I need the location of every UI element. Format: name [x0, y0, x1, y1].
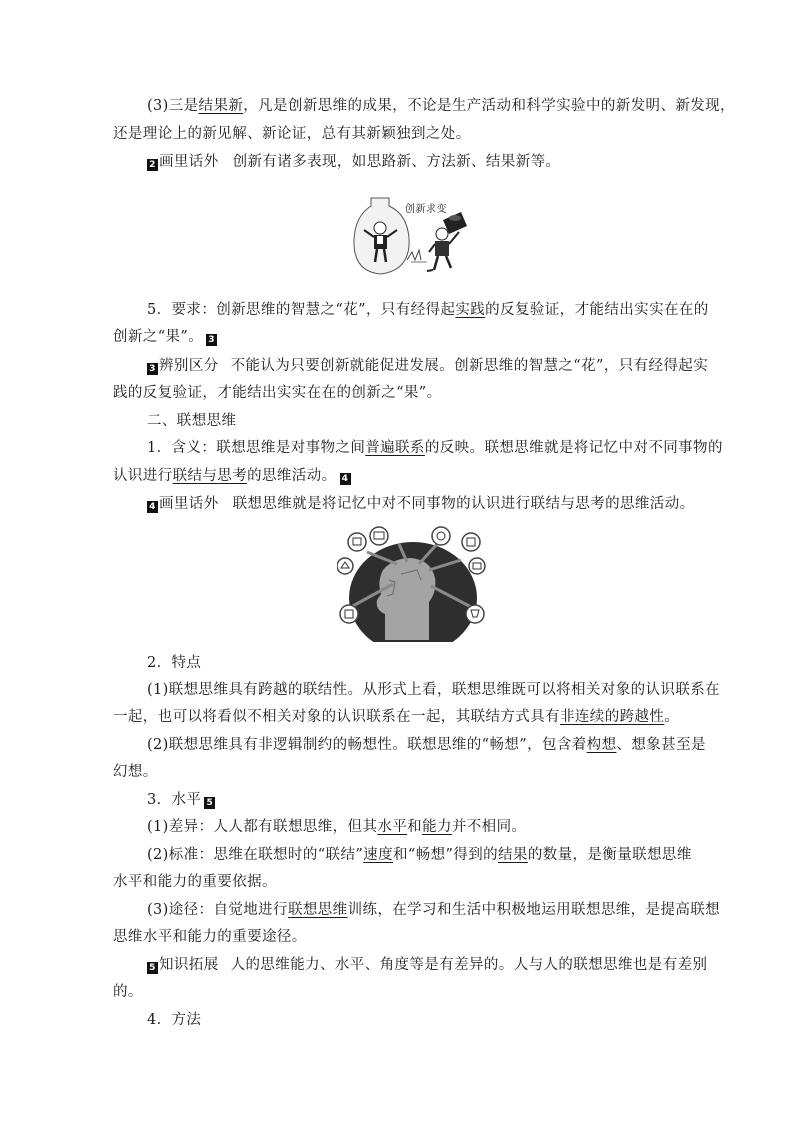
text: 认识进行 — [113, 468, 173, 484]
note-label: 知识拓展 — [159, 957, 219, 973]
section-title: 二、联想思维 — [147, 413, 237, 429]
text: 。 — [664, 709, 680, 725]
underlined-keyword: 水平 — [377, 819, 408, 835]
underlined-keyword: 结果 — [498, 847, 528, 863]
innovation-cartoon-figure — [349, 190, 484, 280]
method-title: 4．方法 — [147, 1012, 202, 1028]
feature-2-line2: 幻想。 — [113, 764, 158, 780]
text: 一起，也可以将看似不相关对象的认识联系在一起，其联结方式具有 — [113, 709, 560, 725]
text: 的思维活动。 — [247, 468, 337, 484]
note-picture-4 — [147, 494, 695, 514]
underlined-keyword: 联想思维 — [287, 902, 348, 918]
text: 和 — [407, 819, 423, 835]
definition-line2 — [113, 466, 351, 486]
text: (3)三是 — [147, 98, 199, 114]
underlined-keyword: 非连续的跨越性 — [560, 709, 665, 725]
feature-1-line1: (1)联想思维具有跨越的联结性。从形式上看，联想思维既可以将相关对象的认识联系在 — [147, 682, 721, 698]
underlined-keyword: 联结与思考 — [172, 468, 248, 484]
note-label: 画里话外 — [159, 154, 219, 170]
paragraph-result-new-line2: 还是理论上的新见解、新论证，总有其新颖独到之处。 — [113, 126, 471, 142]
definition-line1 — [147, 438, 723, 458]
note-marker-4: 4 — [340, 473, 351, 485]
text: 创新之“果”。 — [113, 329, 204, 345]
text: (3)途径：自觉地进行 — [147, 902, 288, 918]
feature-2-line1 — [147, 735, 706, 755]
note-marker-2: 2 — [147, 159, 158, 171]
text: 的反复验证，才能结出实实在在的 — [485, 302, 709, 318]
features-title: 2．特点 — [147, 655, 202, 671]
feature-1-line2 — [113, 707, 679, 727]
underlined-keyword: 能力 — [422, 819, 452, 835]
underlined-keyword: 速度 — [363, 847, 393, 863]
requirement-line1 — [147, 300, 709, 320]
paragraph-result-new-line1 — [147, 96, 735, 116]
text: 5．要求：创新思维的智慧之“花”，只有经得起 — [147, 302, 456, 318]
note-picture-2 — [147, 152, 560, 172]
note-marker-5: 5 — [204, 797, 215, 809]
note-text: 不能认为只要创新就能促进发展。创新思维的智慧之“花”，只有经得起实 — [230, 358, 709, 374]
text: 的数量，是衡量联想思维 — [527, 847, 692, 863]
associative-thinking-figure — [337, 522, 488, 642]
note-extension-line2: 的。 — [113, 984, 143, 1000]
note-marker-4: 4 — [147, 501, 158, 513]
text: 的反映。联想思维就是将记忆中对不同事物的 — [424, 440, 723, 456]
text: (2)标准：思维在联想时的“联结” — [147, 847, 364, 863]
figure-caption: 创新求变 — [405, 204, 447, 215]
note-label: 画里话外 — [159, 496, 219, 512]
level-difference — [147, 817, 526, 837]
level-approach-line1 — [147, 900, 720, 920]
note-distinguish-line2: 践的反复验证，才能结出实实在在的创新之“果”。 — [113, 385, 442, 401]
note-marker-5: 5 — [147, 962, 158, 974]
note-text: 创新有诸多表现，如思路新、方法新、结果新等。 — [232, 154, 561, 170]
note-extension-line1 — [147, 955, 707, 975]
underlined-keyword: 构想 — [586, 737, 617, 753]
text: (1)差异：人人都有联想思维，但其 — [147, 819, 378, 835]
text: 、想象甚至是 — [616, 737, 706, 753]
underlined-keyword: 普遍联系 — [365, 440, 425, 456]
level-approach-line2: 思维水平和能力的重要途径。 — [113, 929, 307, 945]
level-standard-line2: 水平和能力的重要依据。 — [113, 874, 277, 890]
note-marker-3: 3 — [147, 363, 158, 375]
level-title — [147, 790, 215, 810]
text: ，凡是创新思维的成果，不论是生产活动和科学实验中的新发明、新发现， — [243, 98, 735, 114]
text: 和“畅想”得到的 — [392, 847, 499, 863]
note-text: 人的思维能力、水平、角度等是有差异的。人与人的联想思维也是有差别 — [230, 957, 708, 973]
text: 1．含义：联想思维是对事物之间 — [147, 440, 366, 456]
underlined-keyword: 结果新 — [198, 98, 244, 114]
text: (2)联想思维具有非逻辑制约的畅想性。联想思维的“畅想”，包含着 — [147, 737, 587, 753]
requirement-line2 — [113, 327, 217, 347]
note-text: 联想思维就是将记忆中对不同事物的认识进行联结与思考的思维活动。 — [232, 496, 695, 512]
note-distinguish-line1 — [147, 356, 708, 376]
text: 并不相同。 — [451, 819, 527, 835]
note-label: 辨别区分 — [159, 358, 219, 374]
head-with-icons-illustration — [337, 522, 488, 642]
note-marker-3: 3 — [206, 334, 217, 346]
text: 3．水平 — [147, 792, 202, 808]
level-standard-line1 — [147, 845, 692, 865]
text: 训练，在学习和生活中积极地运用联想思维，是提高联想 — [347, 902, 721, 918]
underlined-keyword: 实践 — [455, 302, 486, 318]
